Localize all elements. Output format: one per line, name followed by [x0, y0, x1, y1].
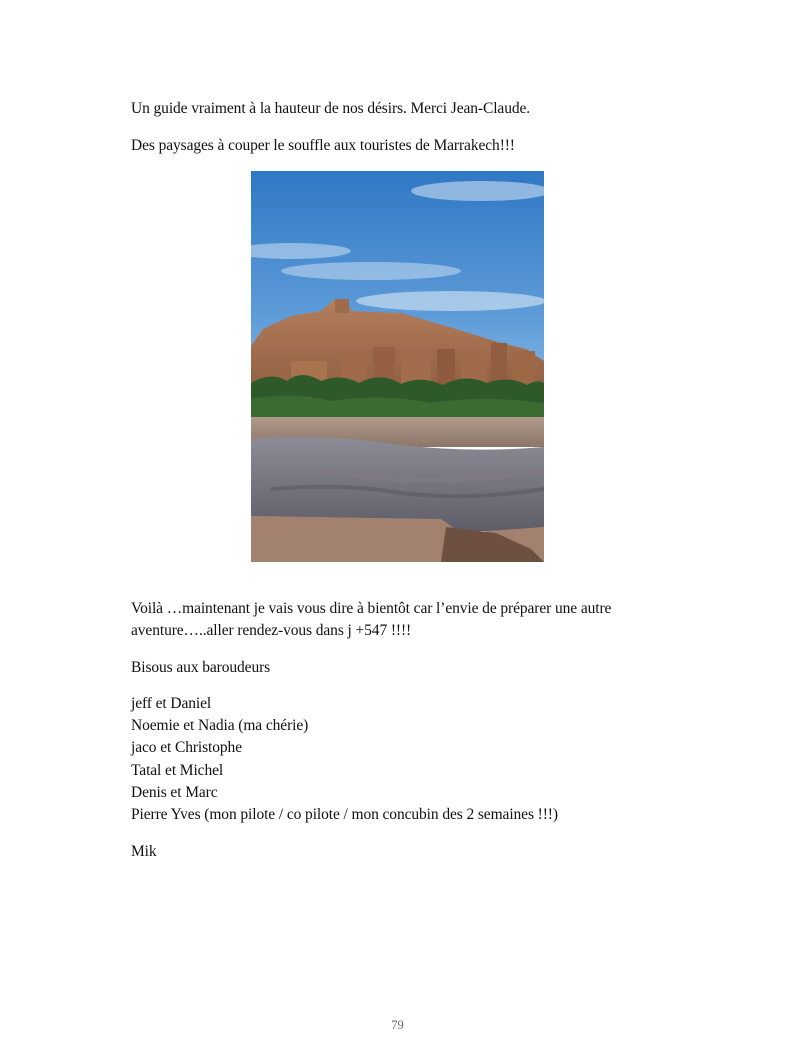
paragraph-greeting: Bisous aux baroudeurs [131, 659, 271, 676]
kasbah-photo [251, 171, 544, 562]
paragraph-landscape: Des paysages à couper le souffle aux touristes de Marrakech!!! [131, 137, 515, 154]
page-number: 79 [391, 1018, 404, 1032]
name-line: jeff et Daniel [131, 695, 212, 712]
name-line: Pierre Yves (mon pilote / co pilote / mon concubin des 2 semaines !!!) [131, 806, 558, 823]
paragraph-guide: Un guide vraiment à la hauteur de nos désirs. Merci Jean-Claude. [131, 100, 531, 117]
paragraph-closing-line-1: Voilà …maintenant je vais vous dire à bientôt car l’envie de préparer une autre [131, 600, 612, 617]
name-line: Tatal et Michel [131, 762, 224, 779]
kasbah-photo-drawing [251, 171, 544, 562]
name-line: Denis et Marc [131, 784, 218, 801]
signature: Mik [131, 843, 157, 860]
paragraph-closing-line-2: aventure…..aller rendez-vous dans j +547 !!!! [131, 622, 412, 639]
name-line: Noemie et Nadia (ma chérie) [131, 717, 309, 734]
name-line: jaco et Christophe [131, 739, 242, 756]
